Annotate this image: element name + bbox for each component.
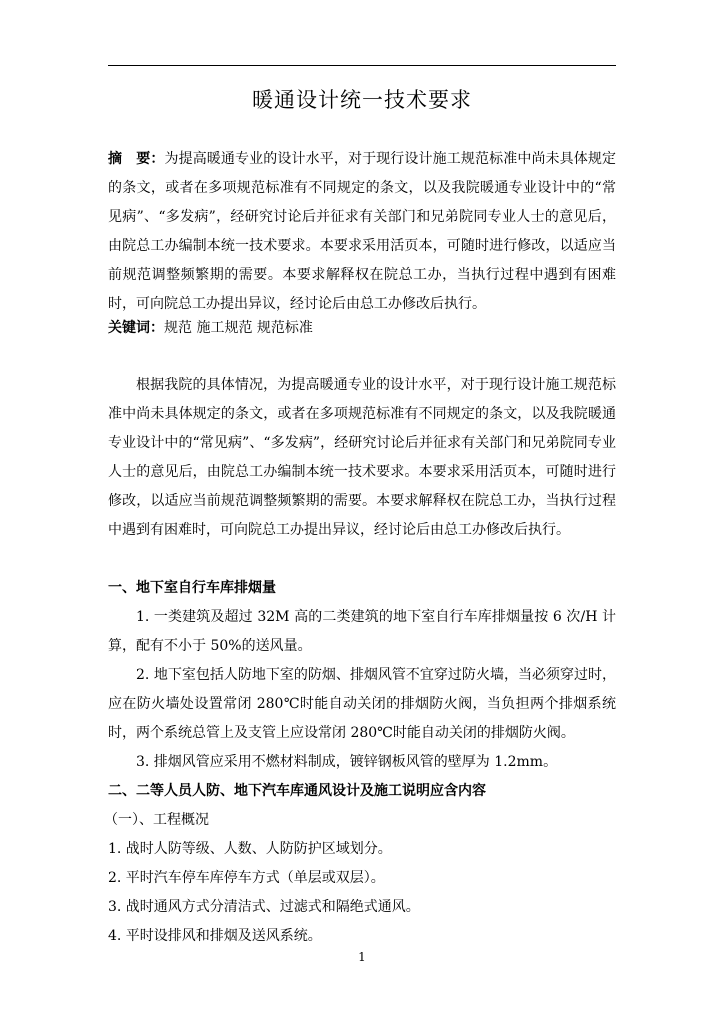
page-number: 1 — [358, 950, 366, 964]
section1-item2: 2. 地下室包括人防地下室的防烟、排烟风管不宜穿过防火墙，当必须穿过时，应在防火墙处设置常闭 280℃时能自动关闭的排烟防火阀，当负担两个排烟系统时，两个系统总管上及支管上应设常闭 280℃时能自动关闭的排烟防火阀。 — [108, 667, 616, 741]
section2-item-1: 1. 战时人防等级、人数、人防防护区域划分。 — [108, 841, 392, 857]
document-title: 暖通设计统一技术要求 — [252, 88, 472, 112]
abstract — [108, 145, 616, 319]
section2-heading: 二、二等人员人防、地下汽车库通风设计及施工说明应含内容 — [108, 783, 486, 799]
keywords-text: 规范 施工规范 规范标准 — [164, 320, 313, 336]
section1-heading: 一、地下室自行车库排烟量 — [108, 580, 276, 596]
section2-subheading: （一）、工程概况 — [104, 812, 209, 828]
header-rule — [108, 65, 616, 66]
section1-item1: 1. 一类建筑及超过 32M 高的二类建筑的地下室自行车库排烟量按 6 次/H 计算，配有不小于 50%的送风量。 — [108, 609, 616, 654]
keywords-label: 关键词： — [108, 320, 164, 336]
section2-item-4: 4. 平时设排风和排烟及送风系统。 — [108, 928, 322, 944]
intro-paragraph: 根据我院的具体情况，为提高暖通专业的设计水平，对于现行设计施工规范标准中尚未具体规定的条文，或者在多项规范标准有不同规定的条文，以及我院暖通专业设计中的“常见病”、“多发病”，经研究讨论后并征求有关部门和兄弟院同专业人士的意见后，由院总工办编制本统一技术要求。本要求采用活页本，可随时进行修改，以适应当前规范调整频繁期的需要。本要求解释权在院总工办，当执行过程中遇到有困难时，可向院总工办提出异议，经讨论后由总工办修改后执行。 — [108, 377, 616, 538]
abstract-label: 摘 要： — [108, 151, 165, 167]
section2-item-3: 3. 战时通风方式分清洁式、过滤式和隔绝式通风。 — [108, 899, 420, 915]
keywords — [108, 314, 616, 343]
abstract-text: 为提高暖通专业的设计水平，对于现行设计施工规范标准中尚未具体规定的条文，或者在多项规范标准有不同规定的条文，以及我院暖通专业设计中的“常见病”、“多发病”，经研究讨论后并征求有关部门和兄弟院同专业人士的意见后，由院总工办编制本统一技术要求。本要求采用活页本，可随时进行修改，以适应当前规范调整频繁期的需要。本要求解释权在院总工办，当执行过程中遇到有困难时，可向院总工办提出异议，经讨论后由总工办修改后执行。 — [108, 151, 617, 312]
section2-item-2: 2. 平时汽车停车库停车方式（单层或双层）。 — [108, 870, 385, 886]
section1-item3: 3. 排烟风管应采用不燃材料制成，镀锌钢板风管的壁厚为 1.2mm。 — [136, 754, 558, 770]
